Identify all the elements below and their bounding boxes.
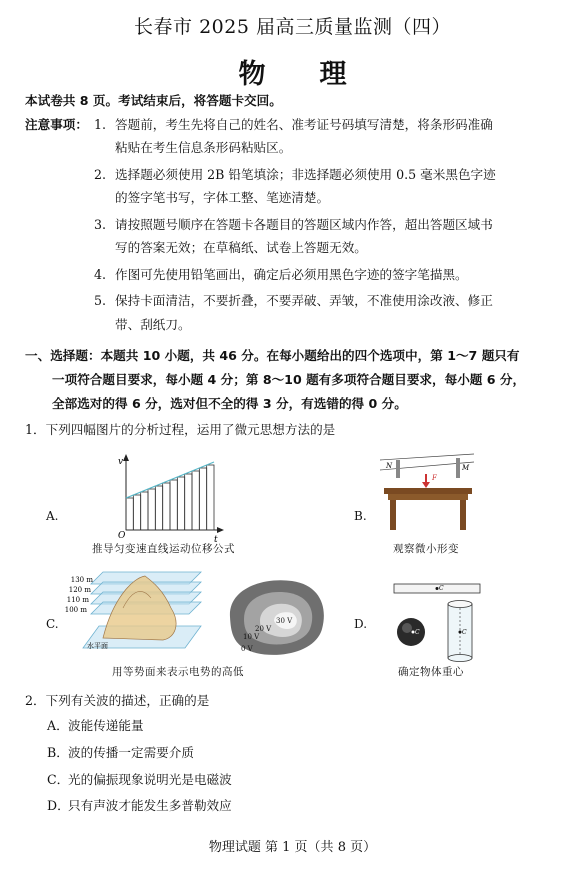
height-label-130: 130 m (70, 576, 93, 584)
note-3-num: 3. (94, 217, 107, 232)
q2-option-d-letter: D． (47, 798, 70, 813)
potential-label-0: 0 V (241, 645, 253, 653)
vt-strip (163, 483, 170, 530)
q2-option-d-text: 只有声波才能发生多普勒效应 (68, 798, 232, 813)
potential-label-20: 20 V (255, 625, 272, 633)
section1-line-2: 一项符合题目要求，每小题 4 分；第 8～10 题有多项符合题目要求，每小题 6 分， (52, 372, 526, 387)
note-3-line-1: 请按照题号顺序在答题卡各题目的答题区域内作答，超出答题区域书 (115, 217, 493, 232)
vt-strip (177, 477, 184, 530)
table-deformation-figure (378, 448, 480, 532)
height-label-110: 110 m (66, 596, 89, 604)
q2-option-a-letter: A． (47, 718, 69, 733)
subject-title: 物 理 (238, 59, 347, 90)
note-3-line-2: 写的答案无效；在草稿纸、试卷上答题无效。 (115, 240, 367, 255)
vt-strip (155, 486, 162, 530)
axis-t-label: t (214, 535, 218, 545)
vt-strip (185, 474, 192, 530)
q1-option-b-caption: 观察微小形变 (393, 543, 459, 555)
note-4-num: 4. (94, 267, 107, 282)
vt-strip (141, 492, 148, 530)
note-5-line-2: 带、刮纸刀。 (115, 317, 191, 332)
note-2-line-2: 的签字笔书写，字体工整、笔迹清楚。 (115, 190, 330, 205)
q2-option-c-text: 光的偏振现象说明光是电磁波 (68, 772, 232, 787)
q1-option-c-letter: C. (46, 617, 59, 631)
height-label-100: 100 m (64, 606, 87, 614)
vt-strip (170, 480, 177, 530)
note-2-num: 2. (94, 167, 107, 182)
note-2-line-1: 选择题必须使用 2B 铅笔填涂；非选择题必须使用 0.5 毫米黑色字迹 (115, 167, 496, 182)
section1-line-3: 全部选对的得 6 分，选对但不全的得 3 分，有选错的得 0 分。 (52, 396, 407, 411)
origin-label: O (118, 531, 126, 541)
height-label-120: 120 m (68, 586, 91, 594)
q1-option-d-caption: 确定物体重心 (398, 666, 464, 678)
q1-stem: 1．下列四幅图片的分析过程，运用了微元思想方法的是 (25, 422, 336, 437)
exam-title: 长春市 2025 届高三质量监测（四） (134, 16, 451, 38)
vt-strip (207, 465, 214, 530)
axis-v-label: v (118, 457, 124, 467)
q1-option-b-letter: B. (354, 509, 367, 523)
vt-strip (199, 468, 206, 530)
rod-center-label: C (439, 585, 444, 592)
vt-graph-figure (110, 450, 225, 545)
notes-label: 注意事项： (25, 117, 88, 132)
q1-option-a-caption: 推导匀变速直线运动位移公式 (92, 543, 235, 555)
note-1-line-2: 粘贴在考生信息条形码粘贴区。 (115, 140, 292, 155)
section1-line-1: 一、选择题：本题共 10 小题，共 46 分。在每小题给出的四个选项中，第 1～7 题只有 (25, 348, 520, 363)
q2-option-b-letter: B． (47, 745, 69, 760)
cylinder-center-label: C (462, 629, 467, 636)
q1-option-a-letter: A. (46, 509, 59, 523)
q2-option-c-letter: C． (47, 772, 70, 787)
sphere-center-label: C (415, 629, 420, 636)
q2-option-a-text: 波能传递能量 (68, 718, 144, 733)
potential-label-30: 30 V (276, 617, 293, 625)
page-footer: 物理试题 第 1 页（共 8 页） (208, 840, 377, 855)
label-m: M (462, 464, 470, 472)
plane-label: 水平面 (87, 642, 108, 650)
q2-option-b-text: 波的传播一定需要介质 (68, 745, 194, 760)
label-n: N (386, 462, 393, 470)
q1-option-c-caption: 用等势面来表示电势的高低 (112, 666, 244, 678)
potential-label-10: 10 V (243, 633, 260, 641)
vt-strip (192, 471, 199, 530)
vt-strip (126, 498, 133, 530)
note-1-num: 1. (94, 117, 107, 132)
equipotential-figure (222, 575, 330, 659)
contour-mountain-figure (63, 568, 205, 658)
vt-strip (133, 495, 140, 530)
intro-text: 本试卷共 8 页。考试结束后，将答题卡交回。 (25, 93, 282, 108)
q1-option-d-letter: D. (354, 617, 368, 631)
note-5-num: 5. (94, 293, 107, 308)
label-f: F (432, 474, 437, 482)
note-5-line-1: 保持卡面清洁，不要折叠，不要弄破、弄皱，不准使用涂改液、修正 (115, 293, 493, 308)
note-4-line-1: 作图可先使用铅笔画出，确定后必须用黑色字迹的签字笔描黑。 (115, 267, 468, 282)
center-of-gravity-figure (386, 578, 486, 660)
note-1-line-1: 答题前，考生先将自己的姓名、准考证号码填写清楚，将条形码准确 (115, 117, 493, 132)
q2-stem: 2．下列有关波的描述，正确的是 (25, 693, 210, 708)
vt-strip (148, 489, 155, 530)
